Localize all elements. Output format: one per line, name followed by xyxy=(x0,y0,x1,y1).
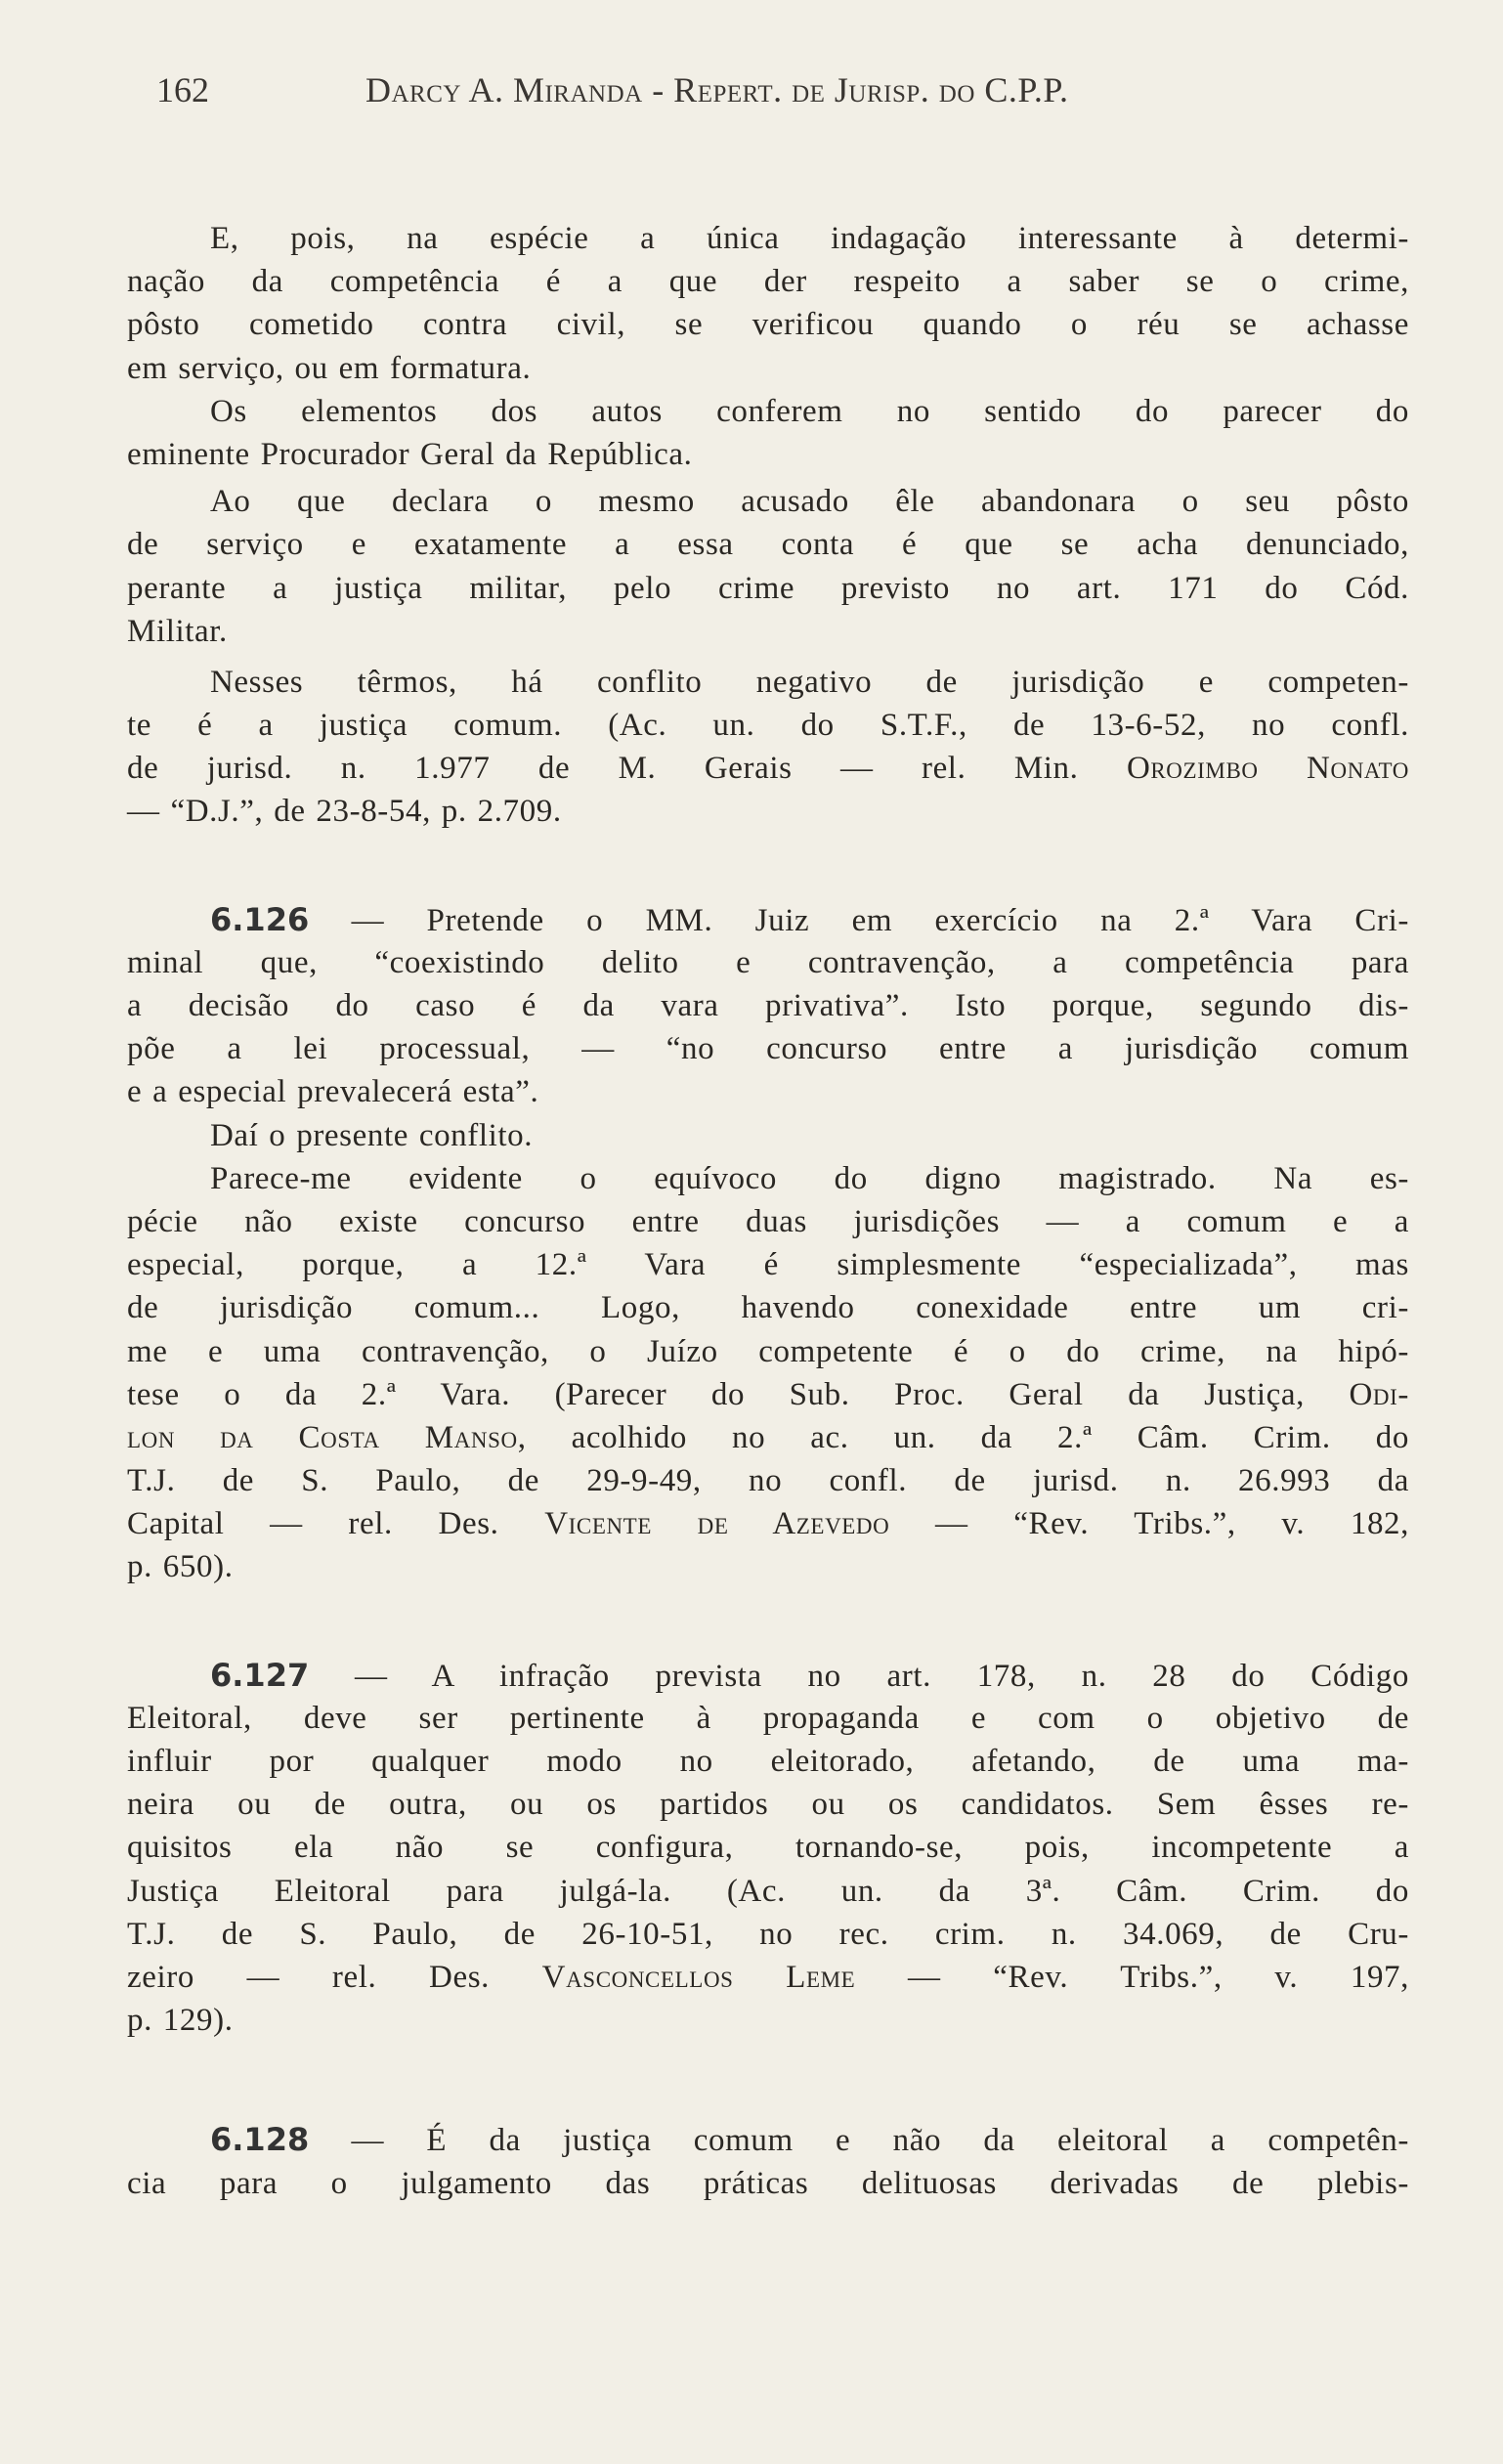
text-line: T.J. de S. Paulo, de 26-10-51, no rec. crim. n. 34.069, de Cru- xyxy=(127,1916,1409,1952)
text-line: pécie não existe concurso entre duas jurisdições — a comum e a xyxy=(127,1203,1409,1239)
text-line: Parece-me evidente o equívoco do digno magistrado. Na es- xyxy=(210,1160,1409,1196)
text-line xyxy=(127,1502,1409,1545)
text-line xyxy=(127,747,1409,790)
text-line: em serviço, ou em formatura. xyxy=(127,350,532,386)
judge-name: Vasconcellos Leme xyxy=(541,1959,856,1995)
text-line: p. 129). xyxy=(127,2003,234,2039)
text-fragment: — “Rev. Tribs.”, v. 182, xyxy=(889,1506,1409,1542)
page-header xyxy=(156,68,1427,111)
text-fragment: zeiro — rel. Des. xyxy=(127,1959,542,1995)
section-number: 6.127 xyxy=(210,1656,310,1694)
text-line: minal que, “coexistindo delito e contravenção, a competência para xyxy=(127,944,1409,980)
text-line xyxy=(127,1956,1409,1999)
text-fragment: tese o da 2.ª Vara. (Parecer do Sub. Proc. Geral da Justiça, xyxy=(127,1376,1350,1412)
paragraph xyxy=(127,390,1409,476)
paragraph xyxy=(127,480,1409,653)
text-line: perante a justiça militar, pelo crime previsto no art. 171 do Cód. xyxy=(127,570,1409,606)
text-line: a decisão do caso é da vara privativa”. Isto porque, segundo dis- xyxy=(127,988,1409,1023)
text-line: de jurisdição comum... Logo, havendo conexidade entre um cri- xyxy=(127,1290,1409,1326)
text-line: Nesses têrmos, há conflito negativo de jurisdição e competen- xyxy=(210,664,1409,700)
judge-name: Vicente de Azevedo xyxy=(544,1506,890,1542)
running-title: Darcy A. Miranda - Repert. de Jurisp. do C.P.P. xyxy=(365,70,1069,109)
text-fragment: acolhido no ac. un. da 2.ª Câm. Crim. do xyxy=(526,1419,1409,1455)
text-fragment: de jurisd. n. 1.977 de M. Gerais — rel. Min. xyxy=(127,751,1127,787)
paragraph xyxy=(127,217,1409,390)
text-line xyxy=(127,898,1409,941)
section-6-127 xyxy=(127,1654,1409,2043)
attorney-name: lon da Costa Manso, xyxy=(127,1419,527,1455)
text-fragment: Capital — rel. Des. xyxy=(127,1506,545,1542)
text-fragment: — A infração prevista no art. 178, n. 28 do Código xyxy=(354,1658,1409,1694)
text-line: eminente Procurador Geral da República. xyxy=(127,436,693,472)
text-fragment: — “Rev. Tribs.”, v. 197, xyxy=(855,1959,1409,1995)
text-line: Ao que declara o mesmo acusado êle abandonara o seu pôsto xyxy=(210,484,1409,520)
text-line: põe a lei processual, — “no concurso entre a jurisdição comum xyxy=(127,1031,1409,1067)
page-number: 162 xyxy=(156,70,209,109)
text-line: nação da competência é a que der respeito a saber se o crime, xyxy=(127,264,1409,300)
text-line xyxy=(127,1373,1409,1416)
text-line: — “D.J.”, de 23-8-54, p. 2.709. xyxy=(127,794,562,830)
text-line: Os elementos dos autos conferem no sentido do parecer do xyxy=(210,393,1409,429)
text-fragment: — Pretende o MM. Juiz em exercício na 2.ª Vara Cri- xyxy=(351,902,1409,938)
paragraph xyxy=(127,661,1409,834)
text-line: Eleitoral, deve ser pertinente à propaganda e com o objetivo de xyxy=(127,1700,1409,1736)
text-line: Militar. xyxy=(127,613,228,649)
text-line: influir por qualquer modo no eleitorado, afetando, de uma ma- xyxy=(127,1744,1409,1779)
text-line: Daí o presente conflito. xyxy=(210,1117,534,1153)
text-line: T.J. de S. Paulo, de 29-9-49, no confl. de jurisd. n. 26.993 da xyxy=(127,1463,1409,1499)
text-line xyxy=(127,2118,1409,2161)
text-line: me e uma contravenção, o Juízo competente é o do crime, na hipó- xyxy=(127,1333,1409,1369)
text-line: te é a justiça comum. (Ac. un. do S.T.F., de 13-6-52, no confl. xyxy=(127,708,1409,744)
text-line: e a especial prevalecerá esta”. xyxy=(127,1074,539,1110)
section-6-126 xyxy=(127,898,1409,1589)
attorney-name: Odi- xyxy=(1349,1376,1409,1412)
text-line: pôsto cometido contra civil, se verificou quando o réu se achasse xyxy=(127,307,1409,343)
text-line: quisitos ela não se configura, tornando-se, pois, incompetente a xyxy=(127,1830,1409,1866)
text-line: de serviço e exatamente a essa conta é que se acha denunciado, xyxy=(127,527,1409,563)
judge-name: Orozimbo Nonato xyxy=(1126,751,1410,787)
text-line: E, pois, na espécie a única indagação interessante à determi- xyxy=(210,221,1409,256)
text-line: cia para o julgamento das práticas delituosas derivadas de plebis- xyxy=(127,2165,1409,2201)
page-body xyxy=(127,217,1409,2205)
text-line xyxy=(127,1654,1409,1697)
text-fragment: — É da justiça comum e não da eleitoral a competên- xyxy=(351,2123,1409,2159)
text-line: Justiça Eleitoral para julgá-la. (Ac. un. da 3ª. Câm. Crim. do xyxy=(127,1873,1409,1909)
section-number: 6.128 xyxy=(210,2121,310,2159)
section-6-128 xyxy=(127,2118,1409,2204)
text-line: especial, porque, a 12.ª Vara é simplesmente “especializada”, mas xyxy=(127,1247,1409,1283)
text-line: neira ou de outra, ou os partidos ou os candidatos. Sem êsses re- xyxy=(127,1787,1409,1823)
text-line xyxy=(127,1416,1409,1459)
text-line: p. 650). xyxy=(127,1549,234,1585)
section-number: 6.126 xyxy=(210,900,310,938)
